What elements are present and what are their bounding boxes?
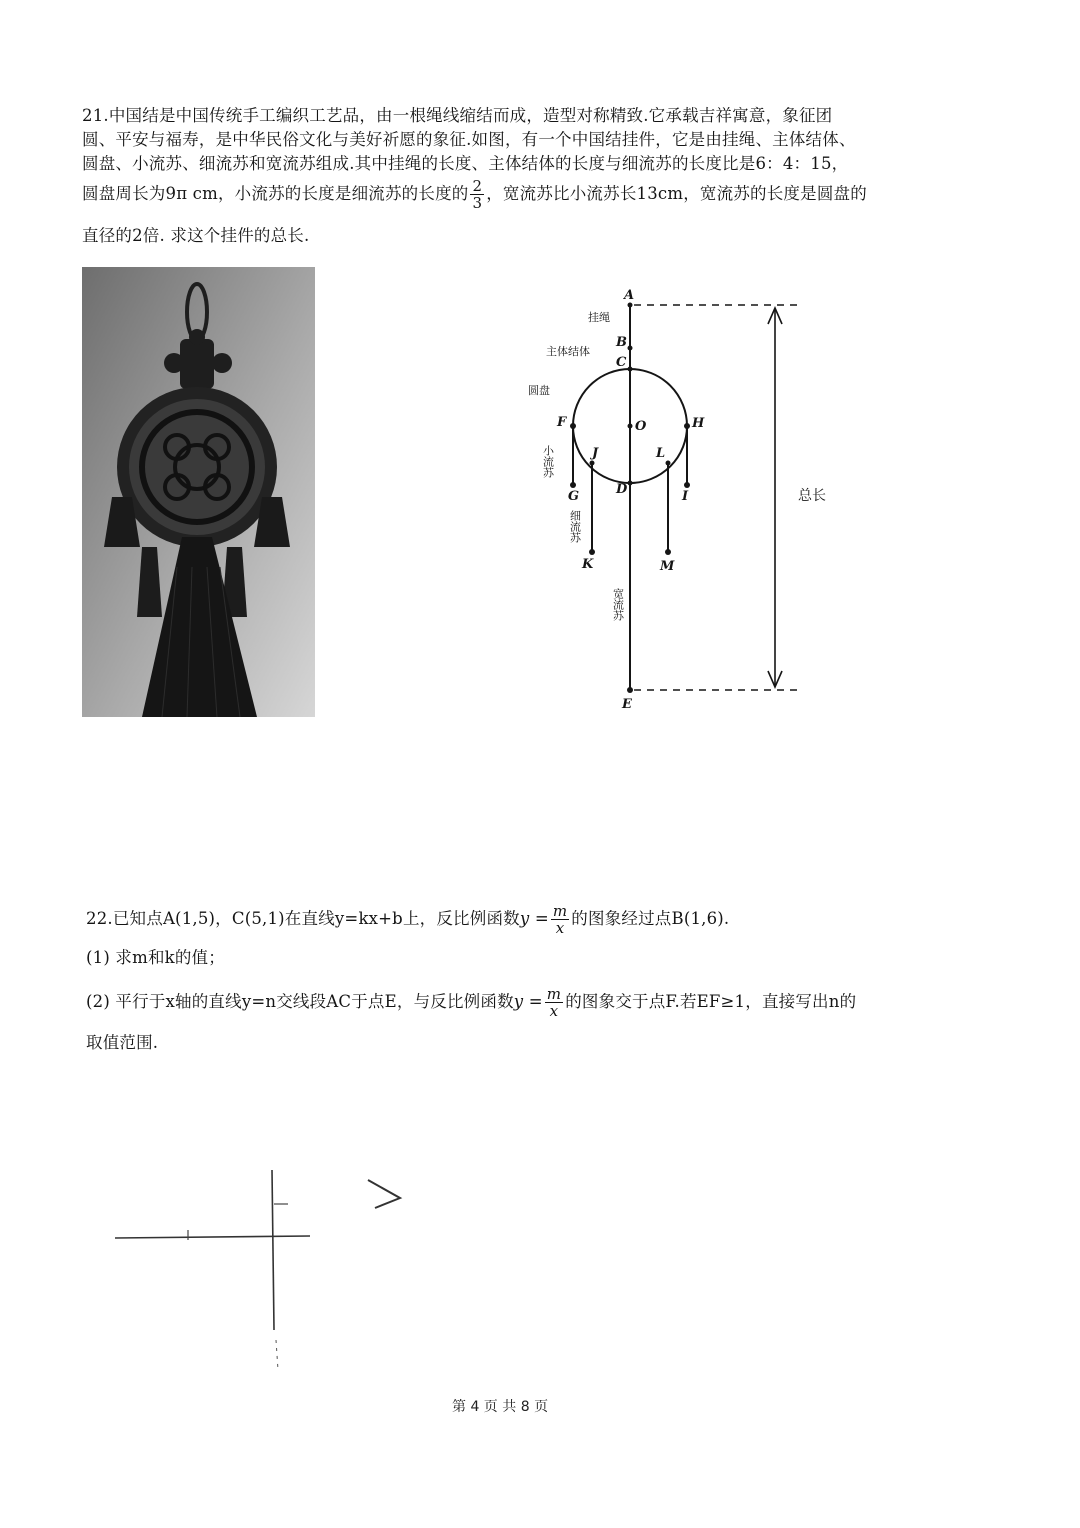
point-B: B — [616, 335, 627, 350]
q21-line-1: 21.中国结是中国传统手工编织工艺品，由一根绳线缩结而成，造型对称精致.它承载吉祥寓意，象征团 — [82, 106, 833, 125]
label-small-tassel: 小流苏 — [541, 445, 555, 478]
q21-line-5: 直径的2倍. 求这个挂件的总长. — [82, 226, 310, 245]
knot-schematic — [510, 280, 840, 720]
q22-fraction-1 — [551, 903, 569, 936]
q22-line-1-start: 22.已知点A(1,5)，C(5,1)在直线y=kx+b上，反比例函数 — [86, 909, 520, 928]
q21-line-4-start: 圆盘周长为9π cm，小流苏的长度是细流苏的长度的 — [82, 184, 469, 203]
q22-line-1 — [86, 903, 729, 936]
label-disc: 圆盘 — [528, 384, 550, 397]
point-M: M — [660, 559, 675, 574]
q22-frac2-numerator: m — [546, 985, 562, 1003]
point-O: O — [635, 419, 647, 434]
sketch-x-axis — [115, 1236, 310, 1238]
knot-schematic-drawing — [510, 280, 840, 720]
q22-y-equals-2: y = — [513, 992, 543, 1011]
q22-frac2-denominator: x — [549, 1002, 559, 1020]
point-I: I — [682, 489, 689, 504]
point-F: F — [557, 415, 567, 430]
q21-frac-numerator: 2 — [472, 177, 483, 195]
point-G: G — [568, 489, 580, 504]
point-C: C — [616, 355, 627, 370]
label-thin-tassel: 细流苏 — [568, 510, 582, 543]
point-L: L — [656, 446, 666, 461]
point-H: H — [692, 416, 705, 431]
point-J: J — [592, 446, 599, 461]
label-wide-tassel: 宽流苏 — [611, 588, 625, 621]
sketch-y-dotted — [276, 1340, 278, 1370]
q22-fraction-2 — [545, 986, 563, 1019]
q21-line-4 — [82, 178, 867, 211]
q22-frac1-denominator: x — [555, 919, 565, 937]
point-D: D — [616, 482, 628, 497]
sketch-y-axis — [272, 1170, 274, 1330]
q22-part-2 — [86, 986, 856, 1019]
q22-line-1-end: 的图象经过点B(1,6). — [571, 909, 730, 928]
q22-part-2-end: 的图象交于点F.若EF≥1，直接写出n的 — [565, 992, 857, 1011]
label-hanging-rope: 挂绳 — [588, 311, 610, 324]
label-total-length: 总长 — [798, 488, 826, 504]
q21-line-2: 圆、平安与福寿，是中华民俗文化与美好祈愿的象征.如图，有一个中国结挂件，它是由挂绳、主体结体、 — [82, 130, 856, 149]
label-main-knot: 主体结体 — [546, 345, 590, 358]
sketch-check-mark — [368, 1180, 400, 1208]
q22-part-2-cont: 取值范围. — [86, 1033, 159, 1052]
q22-y-equals: y = — [519, 909, 549, 928]
q21-fraction — [470, 178, 484, 211]
q22-frac1-numerator: m — [552, 902, 568, 920]
pencil-sketch — [100, 1160, 440, 1400]
point-A: A — [624, 288, 635, 303]
chinese-knot-photo-drawing — [82, 267, 315, 717]
chinese-knot-photo — [82, 267, 315, 717]
q22-part-1: (1) 求m和k的值； — [86, 948, 225, 967]
point-K: K — [582, 557, 594, 572]
point-E: E — [622, 697, 632, 712]
q22-part-2-start: (2) 平行于x轴的直线y=n交线段AC于点E，与反比例函数 — [86, 992, 514, 1011]
q21-frac-denominator: 3 — [472, 194, 483, 212]
q21-line-4-end: ，宽流苏比小流苏长13cm，宽流苏的长度是圆盘的 — [486, 184, 867, 203]
q21-line-3: 圆盘、小流苏、细流苏和宽流苏组成.其中挂绳的长度、主体结体的长度与细流苏的长度比是6：4：15， — [82, 154, 849, 173]
page-footer: 第 4 页 共 8 页 — [452, 1399, 549, 1415]
